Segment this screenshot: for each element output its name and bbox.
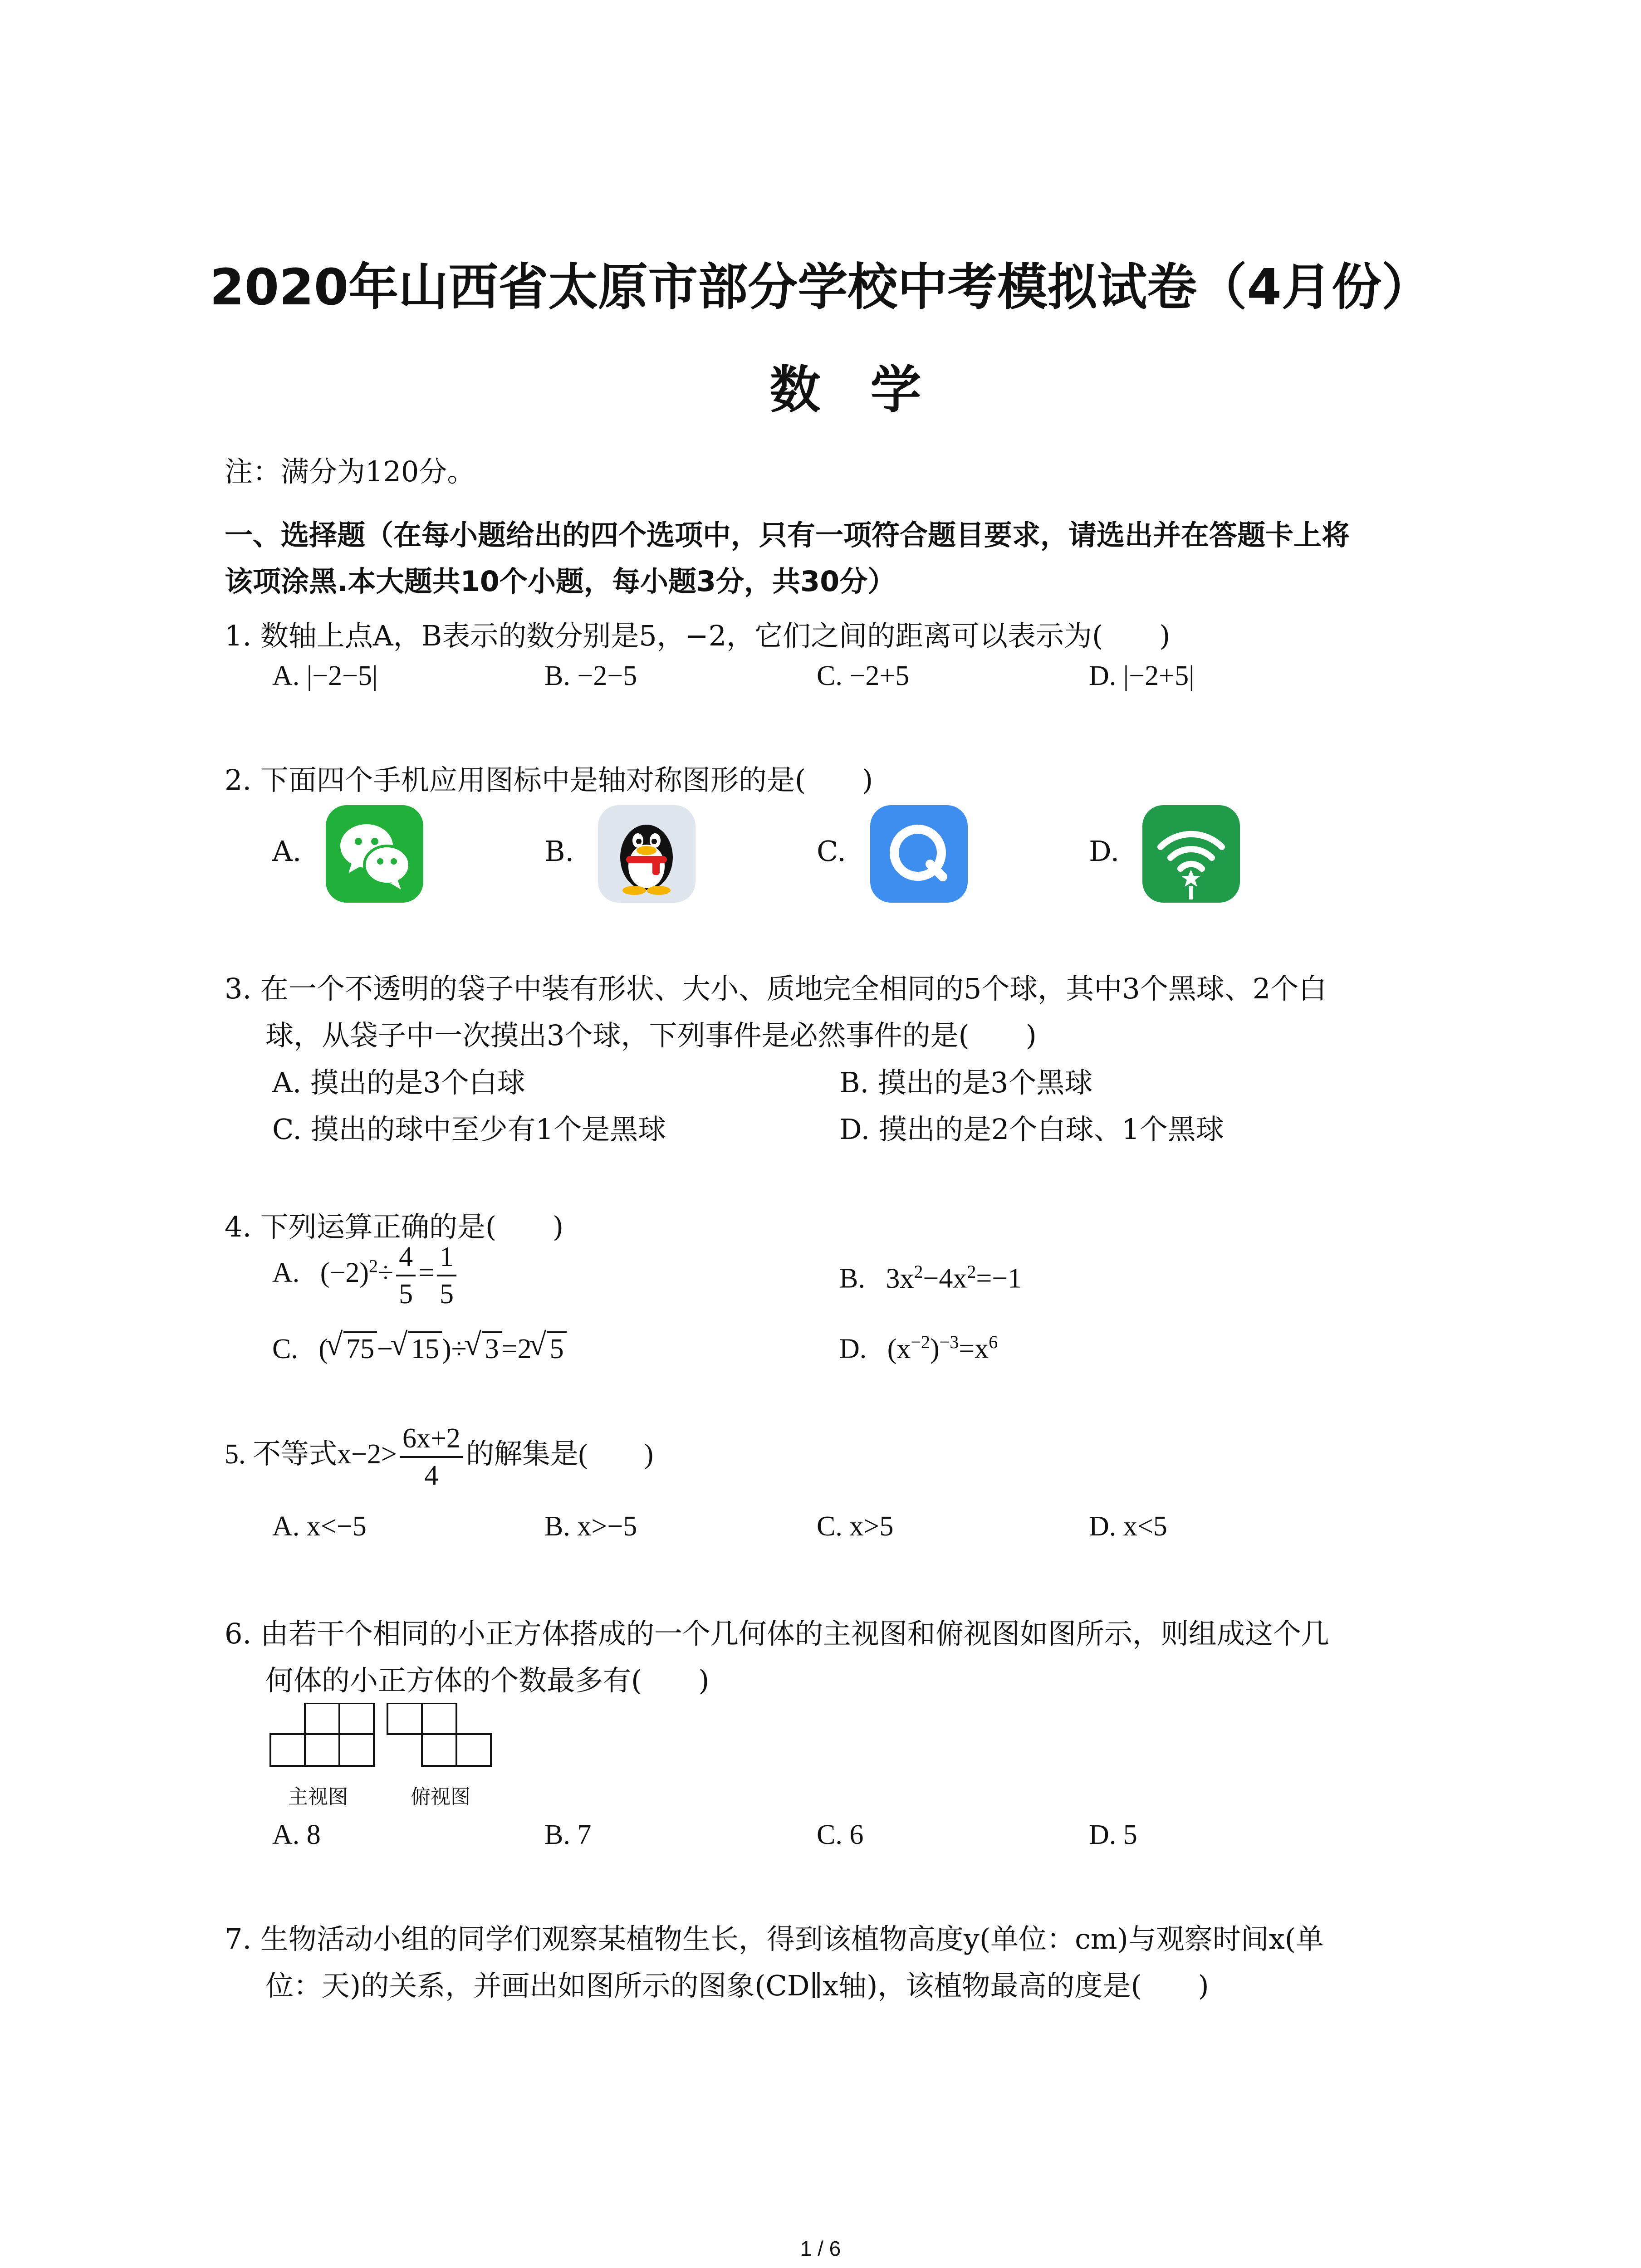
q5-option-b: B. x>−5	[544, 1511, 637, 1542]
subject-title: 数学	[769, 361, 971, 420]
top-view-figure	[387, 1703, 491, 1766]
wechat-icon	[326, 805, 423, 903]
q4-option-b: B. $3x^2-4x^2=-1$	[839, 1261, 1022, 1294]
q1-option-b: B. −2−5	[544, 660, 637, 691]
q1-option-d: D. |−2+5|	[1089, 660, 1195, 691]
q4-option-c: C. (√ 75−√ 15)÷√ 3=2√ 5	[272, 1331, 567, 1365]
q6-stem-line2: 何体的小正方体的个数最多有( )	[265, 1664, 710, 1697]
q3-stem-line2: 球，从袋子中一次摸出3个球，下列事件是必然事件的是( )	[265, 1019, 1037, 1052]
q3-option-a: A. 摸出的是3个白球	[272, 1066, 525, 1099]
top-view-caption: 俯视图	[411, 1785, 470, 1809]
q2-option-c: C.	[817, 835, 846, 868]
wifi-star-icon	[1142, 805, 1240, 903]
q5-option-c: C. x>5	[817, 1511, 894, 1542]
q1-option-a: A. |−2−5|	[272, 660, 378, 691]
q6-option-b: B. 7	[544, 1819, 592, 1850]
score-note: 注：满分为120分。	[225, 455, 475, 488]
q2-option-a: A.	[272, 835, 302, 868]
q2-option-b: B.	[544, 835, 574, 868]
q2-option-d: D.	[1089, 835, 1120, 868]
q3-option-c: C. 摸出的球中至少有1个是黑球	[272, 1113, 666, 1146]
q6-option-c: C. 6	[817, 1819, 864, 1850]
section-heading-line1: 一、选择题（在每小题给出的四个选项中，只有一项符合题目要求，请选出并在答题卡上将	[225, 518, 1350, 552]
search-q-icon	[870, 805, 968, 903]
q1-option-c: C. −2+5	[817, 660, 910, 691]
q3-option-d: D. 摸出的是2个白球、1个黑球	[839, 1113, 1224, 1146]
page-number: 1 / 6	[800, 2237, 841, 2260]
q1-stem: 1. 数轴上点A，B表示的数分别是5，−2，它们之间的距离可以表示为( )	[225, 619, 1171, 652]
q5-option-a: A. x<−5	[272, 1511, 367, 1542]
q5-stem: 5. 不等式x−2> $\frac{6x+2}{4}$ 的解集是( )	[225, 1423, 654, 1491]
q4-option-d: D. $(x^{-2})^{-3}=x^6$	[839, 1332, 998, 1364]
q7-stem-line2: 位：天)的关系，并画出如图所示的图象(CD∥x轴)，该植物最高的度是( )	[265, 1969, 1209, 2002]
q6-stem-line1: 6. 由若干个相同的小正方体搭成的一个几何体的主视图和俯视图如图所示，则组成这个几	[225, 1617, 1329, 1650]
qq-penguin-icon	[598, 805, 696, 903]
front-view-figure	[270, 1703, 374, 1766]
q6-option-a: A. 8	[272, 1819, 321, 1850]
paper-title: 2020年山西省太原市部分学校中考模拟试卷（4月份）	[210, 258, 1431, 316]
q5-option-d: D. x<5	[1089, 1511, 1167, 1542]
q3-option-b: B. 摸出的是3个黑球	[839, 1066, 1093, 1099]
q4-stem: 4. 下列运算正确的是( )	[225, 1210, 564, 1243]
q2-stem: 2. 下面四个手机应用图标中是轴对称图形的是( )	[225, 763, 873, 797]
q7-stem-line1: 7. 生物活动小组的同学们观察某植物生长，得到该植物高度y(单位：cm)与观察时间x(单	[225, 1922, 1324, 1955]
q6-option-d: D. 5	[1089, 1819, 1137, 1850]
q6-figures	[268, 1703, 504, 1780]
front-view-caption: 主视图	[288, 1785, 348, 1809]
q4-option-a: A. $(-2)^2\div$ $\frac{4}{5}$ = $\frac{1}{5}$	[272, 1243, 459, 1308]
q3-stem-line1: 3. 在一个不透明的袋子中装有形状、大小、质地完全相同的5个球，其中3个黑球、2个白	[225, 972, 1327, 1005]
section-heading-line2: 该项涂黑.本大题共10个小题，每小题3分，共30分）	[225, 565, 896, 598]
